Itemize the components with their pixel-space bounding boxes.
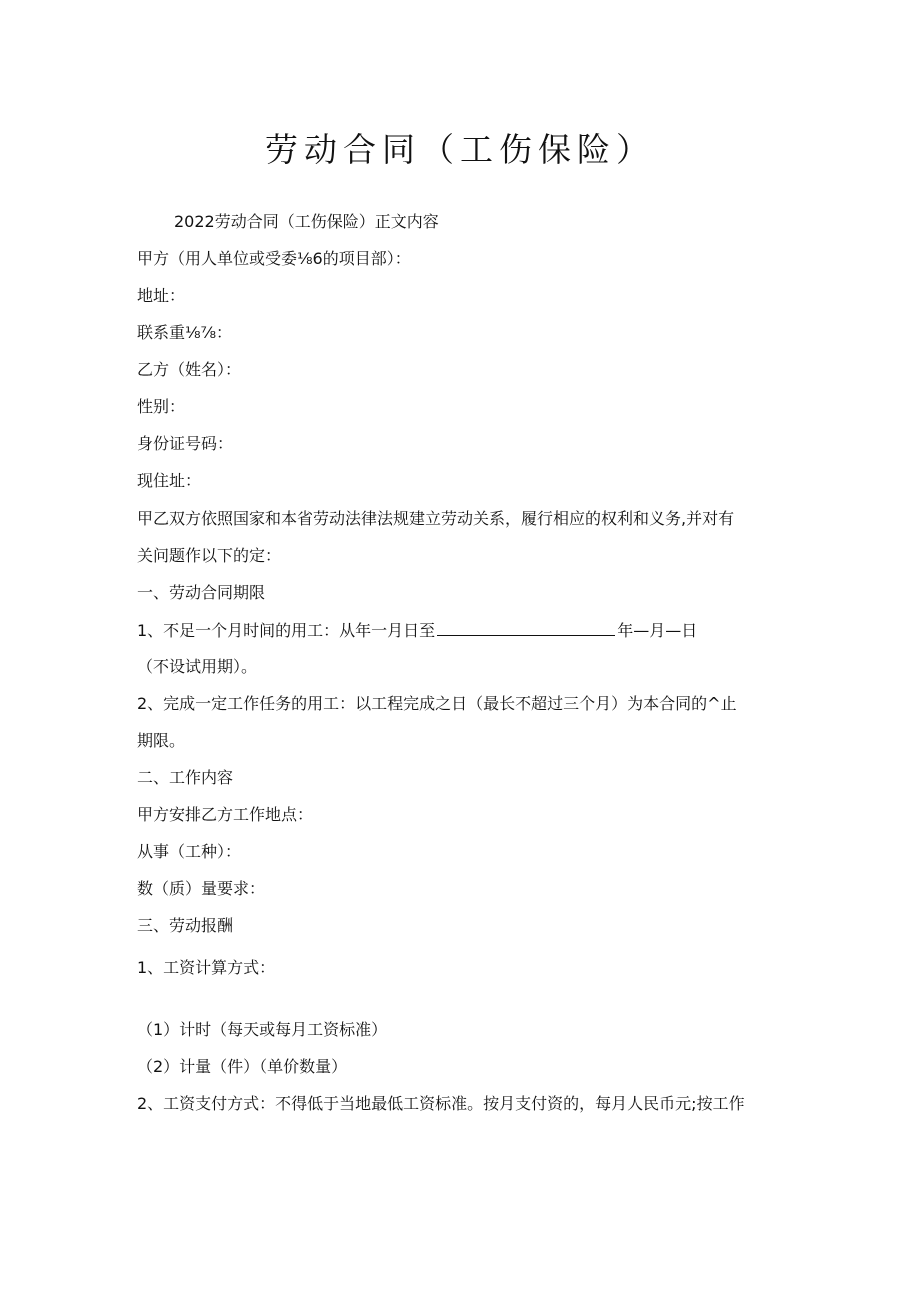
document-subtitle: 2022劳动合同（工伤保险）正文内容 [174, 212, 439, 231]
section-3-heading: 三、劳动报酬 [137, 916, 234, 935]
id-number-line: 身份证号码： [137, 434, 234, 453]
current-address-line: 现住址： [137, 471, 202, 490]
job-type-line: 从事（工种）： [137, 842, 242, 861]
section-1-item-2-line-2: 期限。 [137, 731, 186, 750]
document-title: 劳动合同（工伤保险） [265, 130, 655, 169]
preamble-line-2: 关问题作以下的定： [137, 546, 282, 565]
section-1-item-1 [137, 619, 697, 642]
wage-payment-line: 2、工资支付方式：不得低于当地最低工资标准。按月支付资的，每月人民币元;按工作 [137, 1094, 745, 1113]
contact-line: 联系重⅛⅞： [137, 323, 233, 342]
section-1-item-1-note: （不设试用期）。 [137, 657, 258, 676]
end-date-blank [437, 619, 615, 636]
party-b-line: 乙方（姓名）： [137, 360, 242, 379]
section-1-item-2-line-1: 2、完成一定工作任务的用工：以工程完成之日（最长不超过三个月）为本合同的^止 [137, 694, 737, 713]
gender-line: 性别： [137, 397, 186, 416]
section-2-heading: 二、工作内容 [137, 768, 234, 787]
wage-option-2: （2）计量（件）（单价数量） [137, 1057, 348, 1076]
preamble-line-1: 甲乙双方依照国家和本省劳动法律法规建立劳动关系，履行相应的权利和义务,并对有 [137, 509, 735, 528]
address-line: 地址： [137, 286, 186, 305]
wage-calculation-line: 1、工资计算方式： [137, 958, 276, 977]
wage-option-1: （1）计时（每天或每月工资标准） [137, 1020, 388, 1039]
section-1-heading: 一、劳动合同期限 [137, 583, 266, 602]
item-1-end-text: 年—月—日 [617, 621, 698, 640]
party-a-line: 甲方（用人单位或受委⅛6的项目部）： [137, 249, 411, 268]
item-1-start-text: 1、不足一个月时间的用工：从年一月日至 [137, 621, 436, 640]
work-location-line: 甲方安排乙方工作地点： [137, 805, 314, 824]
quality-requirement-line: 数（质）量要求： [137, 879, 266, 898]
